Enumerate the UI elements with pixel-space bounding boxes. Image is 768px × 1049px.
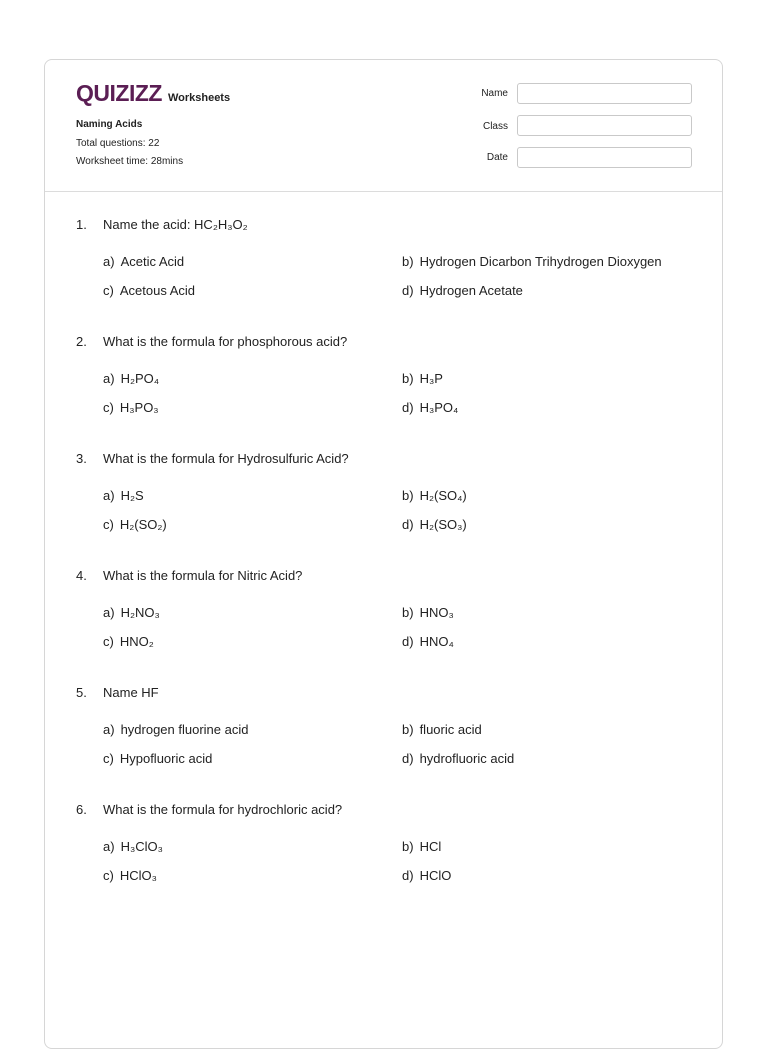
answer-option[interactable] — [402, 605, 454, 620]
option-text: HNO₄ — [419, 634, 454, 649]
option-letter: a) — [103, 254, 115, 269]
answer-option[interactable] — [402, 283, 523, 298]
option-text: fluoric acid — [419, 722, 482, 737]
answer-option[interactable] — [402, 839, 441, 854]
name-label: Name — [481, 88, 508, 99]
option-letter: b) — [402, 839, 414, 854]
answer-option[interactable] — [103, 488, 144, 503]
class-field[interactable] — [517, 115, 692, 136]
answer-option[interactable] — [402, 868, 451, 883]
option-text: HClO₃ — [119, 868, 157, 883]
answer-option[interactable] — [103, 283, 195, 298]
option-text: Hydrogen Dicarbon Trihydrogen Dioxygen — [419, 254, 662, 269]
option-letter: b) — [402, 722, 414, 737]
answer-option[interactable] — [402, 722, 482, 737]
option-text: H₂NO₃ — [120, 605, 160, 620]
option-letter: b) — [402, 488, 414, 503]
option-letter: a) — [103, 488, 115, 503]
option-text: Acetic Acid — [120, 254, 185, 269]
option-text: H₃PO₃ — [119, 400, 159, 415]
option-letter: b) — [402, 371, 414, 386]
answer-option[interactable] — [103, 605, 160, 620]
option-text: H₃P — [419, 371, 443, 386]
option-letter: b) — [402, 605, 414, 620]
option-letter: c) — [103, 517, 114, 532]
answer-option[interactable] — [402, 254, 662, 269]
option-letter: a) — [103, 839, 115, 854]
question-number: 6. — [76, 802, 87, 817]
option-letter: d) — [402, 400, 414, 415]
option-letter: d) — [402, 868, 414, 883]
option-text: hydrofluoric acid — [419, 751, 515, 766]
option-letter: d) — [402, 283, 414, 298]
question-text: Name HF — [103, 685, 159, 700]
option-text: Hypofluoric acid — [119, 751, 213, 766]
question-number: 1. — [76, 217, 87, 232]
worksheet-title: Naming Acids — [76, 119, 143, 130]
option-letter: d) — [402, 634, 414, 649]
option-text: hydrogen fluorine acid — [120, 722, 249, 737]
option-text: H₂S — [120, 488, 144, 503]
option-letter: b) — [402, 254, 414, 269]
total-questions: Total questions: 22 — [76, 138, 160, 149]
question-number: 3. — [76, 451, 87, 466]
logo-wordmark: QUIZIZZ — [76, 80, 162, 106]
quizizz-logo — [76, 80, 230, 107]
answer-option[interactable] — [103, 371, 159, 386]
question-text: What is the formula for Hydrosulfuric Acid? — [103, 451, 349, 466]
answer-option[interactable] — [103, 722, 248, 737]
option-letter: a) — [103, 722, 115, 737]
date-field[interactable] — [517, 147, 692, 168]
option-text: HNO₂ — [119, 634, 154, 649]
option-letter: c) — [103, 868, 114, 883]
option-text: H₂(SO₂) — [119, 517, 167, 532]
question-number: 2. — [76, 334, 87, 349]
class-label: Class — [482, 121, 508, 132]
answer-option[interactable] — [103, 400, 159, 415]
option-text: Hydrogen Acetate — [419, 283, 523, 298]
option-letter: d) — [402, 517, 414, 532]
answer-option[interactable] — [103, 839, 163, 854]
question-text: What is the formula for phosphorous acid? — [103, 334, 348, 349]
option-text: H₃ClO₃ — [120, 839, 163, 854]
option-letter: c) — [103, 400, 114, 415]
question-number: 4. — [76, 568, 87, 583]
option-text: HNO₃ — [419, 605, 454, 620]
date-label: Date — [486, 152, 508, 163]
option-text: H₃PO₄ — [419, 400, 459, 415]
answer-option[interactable] — [402, 517, 467, 532]
answer-option[interactable] — [402, 371, 443, 386]
logo-subtitle: Worksheets — [167, 92, 231, 104]
question-text: What is the formula for hydrochloric acid? — [103, 802, 343, 817]
question-text: What is the formula for Nitric Acid? — [103, 568, 303, 583]
option-text: H₂(SO₄) — [419, 488, 467, 503]
worksheet-page — [44, 59, 723, 1049]
answer-option[interactable] — [402, 751, 514, 766]
option-letter: a) — [103, 605, 115, 620]
name-field[interactable] — [517, 83, 692, 104]
answer-option[interactable] — [402, 400, 458, 415]
option-letter: d) — [402, 751, 414, 766]
option-letter: c) — [103, 751, 114, 766]
answer-option[interactable] — [402, 488, 467, 503]
question-number: 5. — [76, 685, 87, 700]
answer-option[interactable] — [103, 634, 154, 649]
option-text: Acetous Acid — [119, 283, 195, 298]
worksheet-time: Worksheet time: 28mins — [76, 156, 184, 167]
answer-option[interactable] — [103, 254, 184, 269]
option-letter: a) — [103, 371, 115, 386]
answer-option[interactable] — [103, 517, 167, 532]
option-text: H₂PO₄ — [120, 371, 160, 386]
option-text: HCl — [419, 839, 442, 854]
option-letter: c) — [103, 634, 114, 649]
option-text: HClO — [419, 868, 452, 883]
answer-option[interactable] — [103, 751, 212, 766]
option-text: H₂(SO₃) — [419, 517, 467, 532]
question-text: Name the acid: HC₂H₃O₂ — [103, 217, 248, 232]
answer-option[interactable] — [402, 634, 454, 649]
answer-option[interactable] — [103, 868, 157, 883]
worksheet-header — [45, 60, 722, 192]
option-letter: c) — [103, 283, 114, 298]
